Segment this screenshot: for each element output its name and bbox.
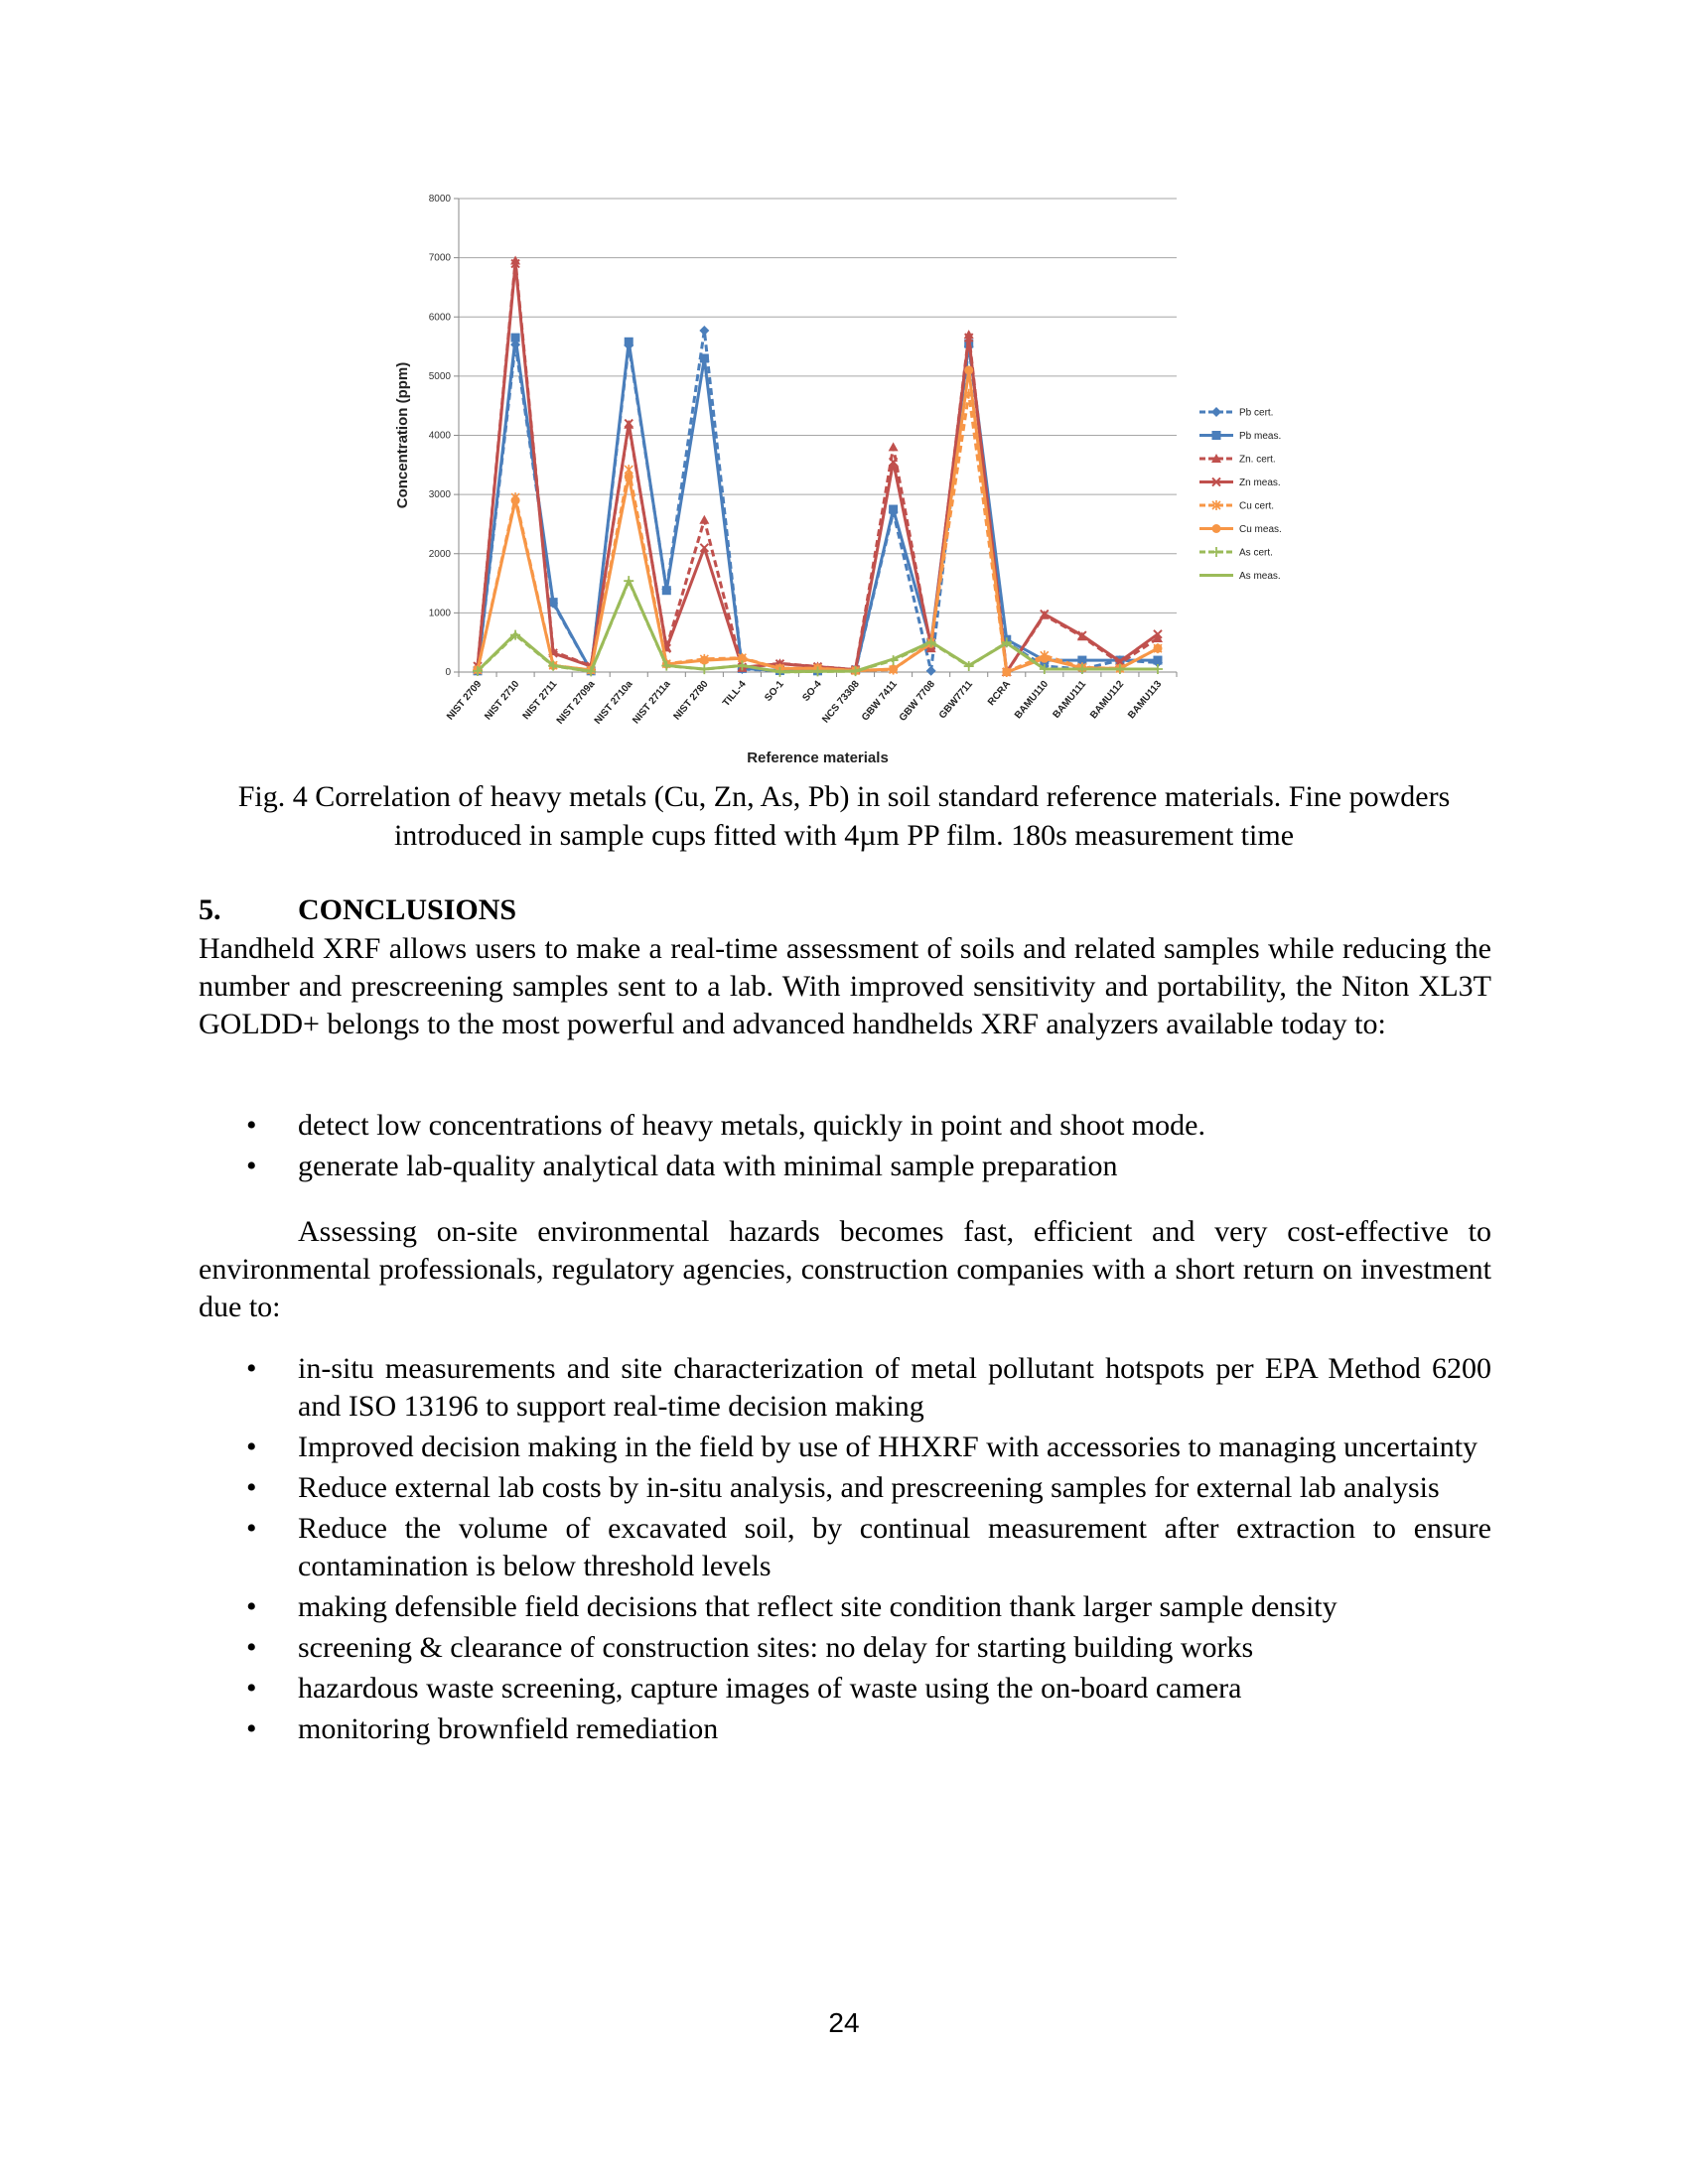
x-tick-label: NIST 2780 [671,678,711,723]
list-item [199,1148,1491,1185]
legend-marker [1211,547,1221,557]
x-tick-label: NIST 2710a [592,678,635,727]
figure-caption: Fig. 4 Correlation of heavy metals (Cu, Zn, As, Pb) in soil standard reference materials. Fine powders introduced in sample cups fitted with 4µm PP film. 180s measurement time [237,780,1451,852]
data-point [625,473,633,481]
data-point [1040,654,1049,663]
y-tick-label: 7000 [428,252,451,264]
list-item [199,1510,1491,1585]
conclusions-paragraph-1: Handheld XRF allows users to make a real-time assessment of soils and related samples while reducing the number and prescreening samples sent to a lab. With improved sensitivity and portability, the Niton XL3T GOLDD+ belongs to the most powerful and advanced handhelds XRF analyzers available today to: [199,932,1491,1040]
data-point [1153,644,1162,653]
heavy-metals-line-chart [377,189,1311,774]
y-tick-label: 2000 [428,548,451,560]
legend-entry: As cert. [1239,547,1273,559]
series-line [478,581,1158,672]
list-item-text: generate lab-quality analytical data with minimal sample preparation [298,1150,1118,1182]
x-tick-label: BAMU113 [1126,678,1165,722]
legend-marker [1212,524,1221,533]
bullet-icon: • [246,1631,257,1664]
series-line [478,264,1158,672]
list-item [199,1469,1491,1507]
data-point [511,496,520,505]
y-axis-label: Concentration (ppm) [394,361,411,509]
list-item [199,1588,1491,1626]
capabilities-list [199,1107,1491,1188]
data-point [926,666,936,676]
data-point [1002,668,1011,677]
data-point [700,353,709,362]
x-tick-label: TILL-4 [720,678,749,709]
x-tick-label: RCRA [986,678,1014,709]
data-point [1153,656,1162,665]
bullet-icon: • [246,1712,257,1745]
conclusions-paragraph-2: Assessing on-site environmental hazards becomes fast, efficient and very cost-effective to environmental professionals, regulatory agencies, construction companies with a short return on investment due to: [199,1215,1491,1323]
list-item-text: screening & clearance of construction sites: no delay for starting building works [298,1631,1254,1664]
x-tick-label: GBW7711 [936,678,976,722]
series-line [478,581,1158,672]
data-point [964,365,973,374]
bullet-icon: • [246,1512,257,1545]
x-tick-label: NIST 2709 [445,678,485,723]
bullet-icon: • [246,1471,257,1504]
list-item [199,1629,1491,1667]
data-point [625,338,633,346]
y-tick-label: 1000 [428,608,451,619]
data-point [889,665,898,674]
legend-entry: Cu meas. [1239,524,1282,535]
x-tick-label: NCS 73308 [820,678,862,726]
section-title: CONCLUSIONS [298,893,517,926]
data-point [662,586,671,595]
x-tick-label: SO-1 [763,678,786,704]
data-point [889,442,899,451]
section-number: 5. [199,893,221,926]
x-tick-label: NIST 2711 [520,678,560,723]
data-point [699,515,709,524]
data-point [700,656,709,665]
legend-entry: As meas. [1239,571,1281,582]
x-axis-label: Reference materials [747,750,889,766]
x-tick-label: BAMU112 [1088,678,1127,722]
list-item [199,1429,1491,1466]
bullet-icon: • [246,1431,257,1463]
series-line [478,370,1158,672]
legend-marker [1211,407,1221,417]
benefits-list [199,1350,1491,1751]
bullet-icon: • [246,1352,257,1385]
bullet-icon: • [246,1590,257,1623]
bullet-icon: • [246,1672,257,1705]
list-item [199,1107,1491,1145]
x-tick-label: NIST 2709a [554,678,598,727]
legend-entry: Pb cert. [1239,407,1274,419]
list-item-text: Improved decision making in the field by use of HHXRF with accessories to managing uncertainty [298,1431,1478,1463]
bullet-icon: • [246,1109,257,1142]
list-item-text: Reduce the volume of excavated soil, by continual measurement after extraction to ensure contamination is below threshold levels [298,1512,1491,1582]
legend-entry: Zn meas. [1239,478,1281,488]
section-heading [199,891,1491,929]
y-tick-label: 8000 [428,194,451,205]
y-tick-label: 4000 [428,430,451,442]
list-item-text: detect low concentrations of heavy metals, quickly in point and shoot mode. [298,1109,1205,1142]
list-item-text: making defensible field decisions that reflect site condition thank larger sample density [298,1590,1337,1623]
list-item-text: Reduce external lab costs by in-situ analysis, and prescreening samples for external lab analysis [298,1471,1440,1504]
chart-svg [377,189,1311,774]
page-number: 24 [828,2007,860,2038]
list-item-text: hazardous waste screening, capture images of waste using the on-board camera [298,1672,1242,1705]
series-line [478,260,1158,672]
y-tick-label: 5000 [428,370,451,382]
list-item [199,1670,1491,1707]
legend-entry: Zn. cert. [1239,454,1276,466]
x-tick-label: NIST 2710 [483,678,522,723]
y-tick-label: 3000 [428,489,451,501]
legend-entry: Pb meas. [1239,431,1282,442]
list-item-text: monitoring brownfield remediation [298,1712,719,1745]
data-point [889,505,898,514]
x-tick-label: NIST 2711a [631,678,673,727]
list-item [199,1710,1491,1748]
x-tick-label: GBW 7411 [860,678,900,724]
data-point [699,326,709,336]
list-item-text: in-situ measurements and site characterization of metal pollutant hotspots per EPA Method 6200 and ISO 13196 to support real-time decision making [298,1352,1491,1423]
x-tick-label: SO-4 [800,678,824,704]
legend-entry: Cu cert. [1239,500,1275,512]
legend-marker [1212,431,1221,440]
data-point [511,334,520,342]
x-tick-label: GBW 7708 [897,678,937,724]
list-item [199,1350,1491,1426]
y-tick-label: 0 [445,667,451,678]
x-tick-label: BAMU110 [1013,678,1052,722]
y-tick-label: 6000 [428,312,451,324]
x-tick-label: BAMU111 [1051,678,1089,721]
bullet-icon: • [246,1150,257,1182]
